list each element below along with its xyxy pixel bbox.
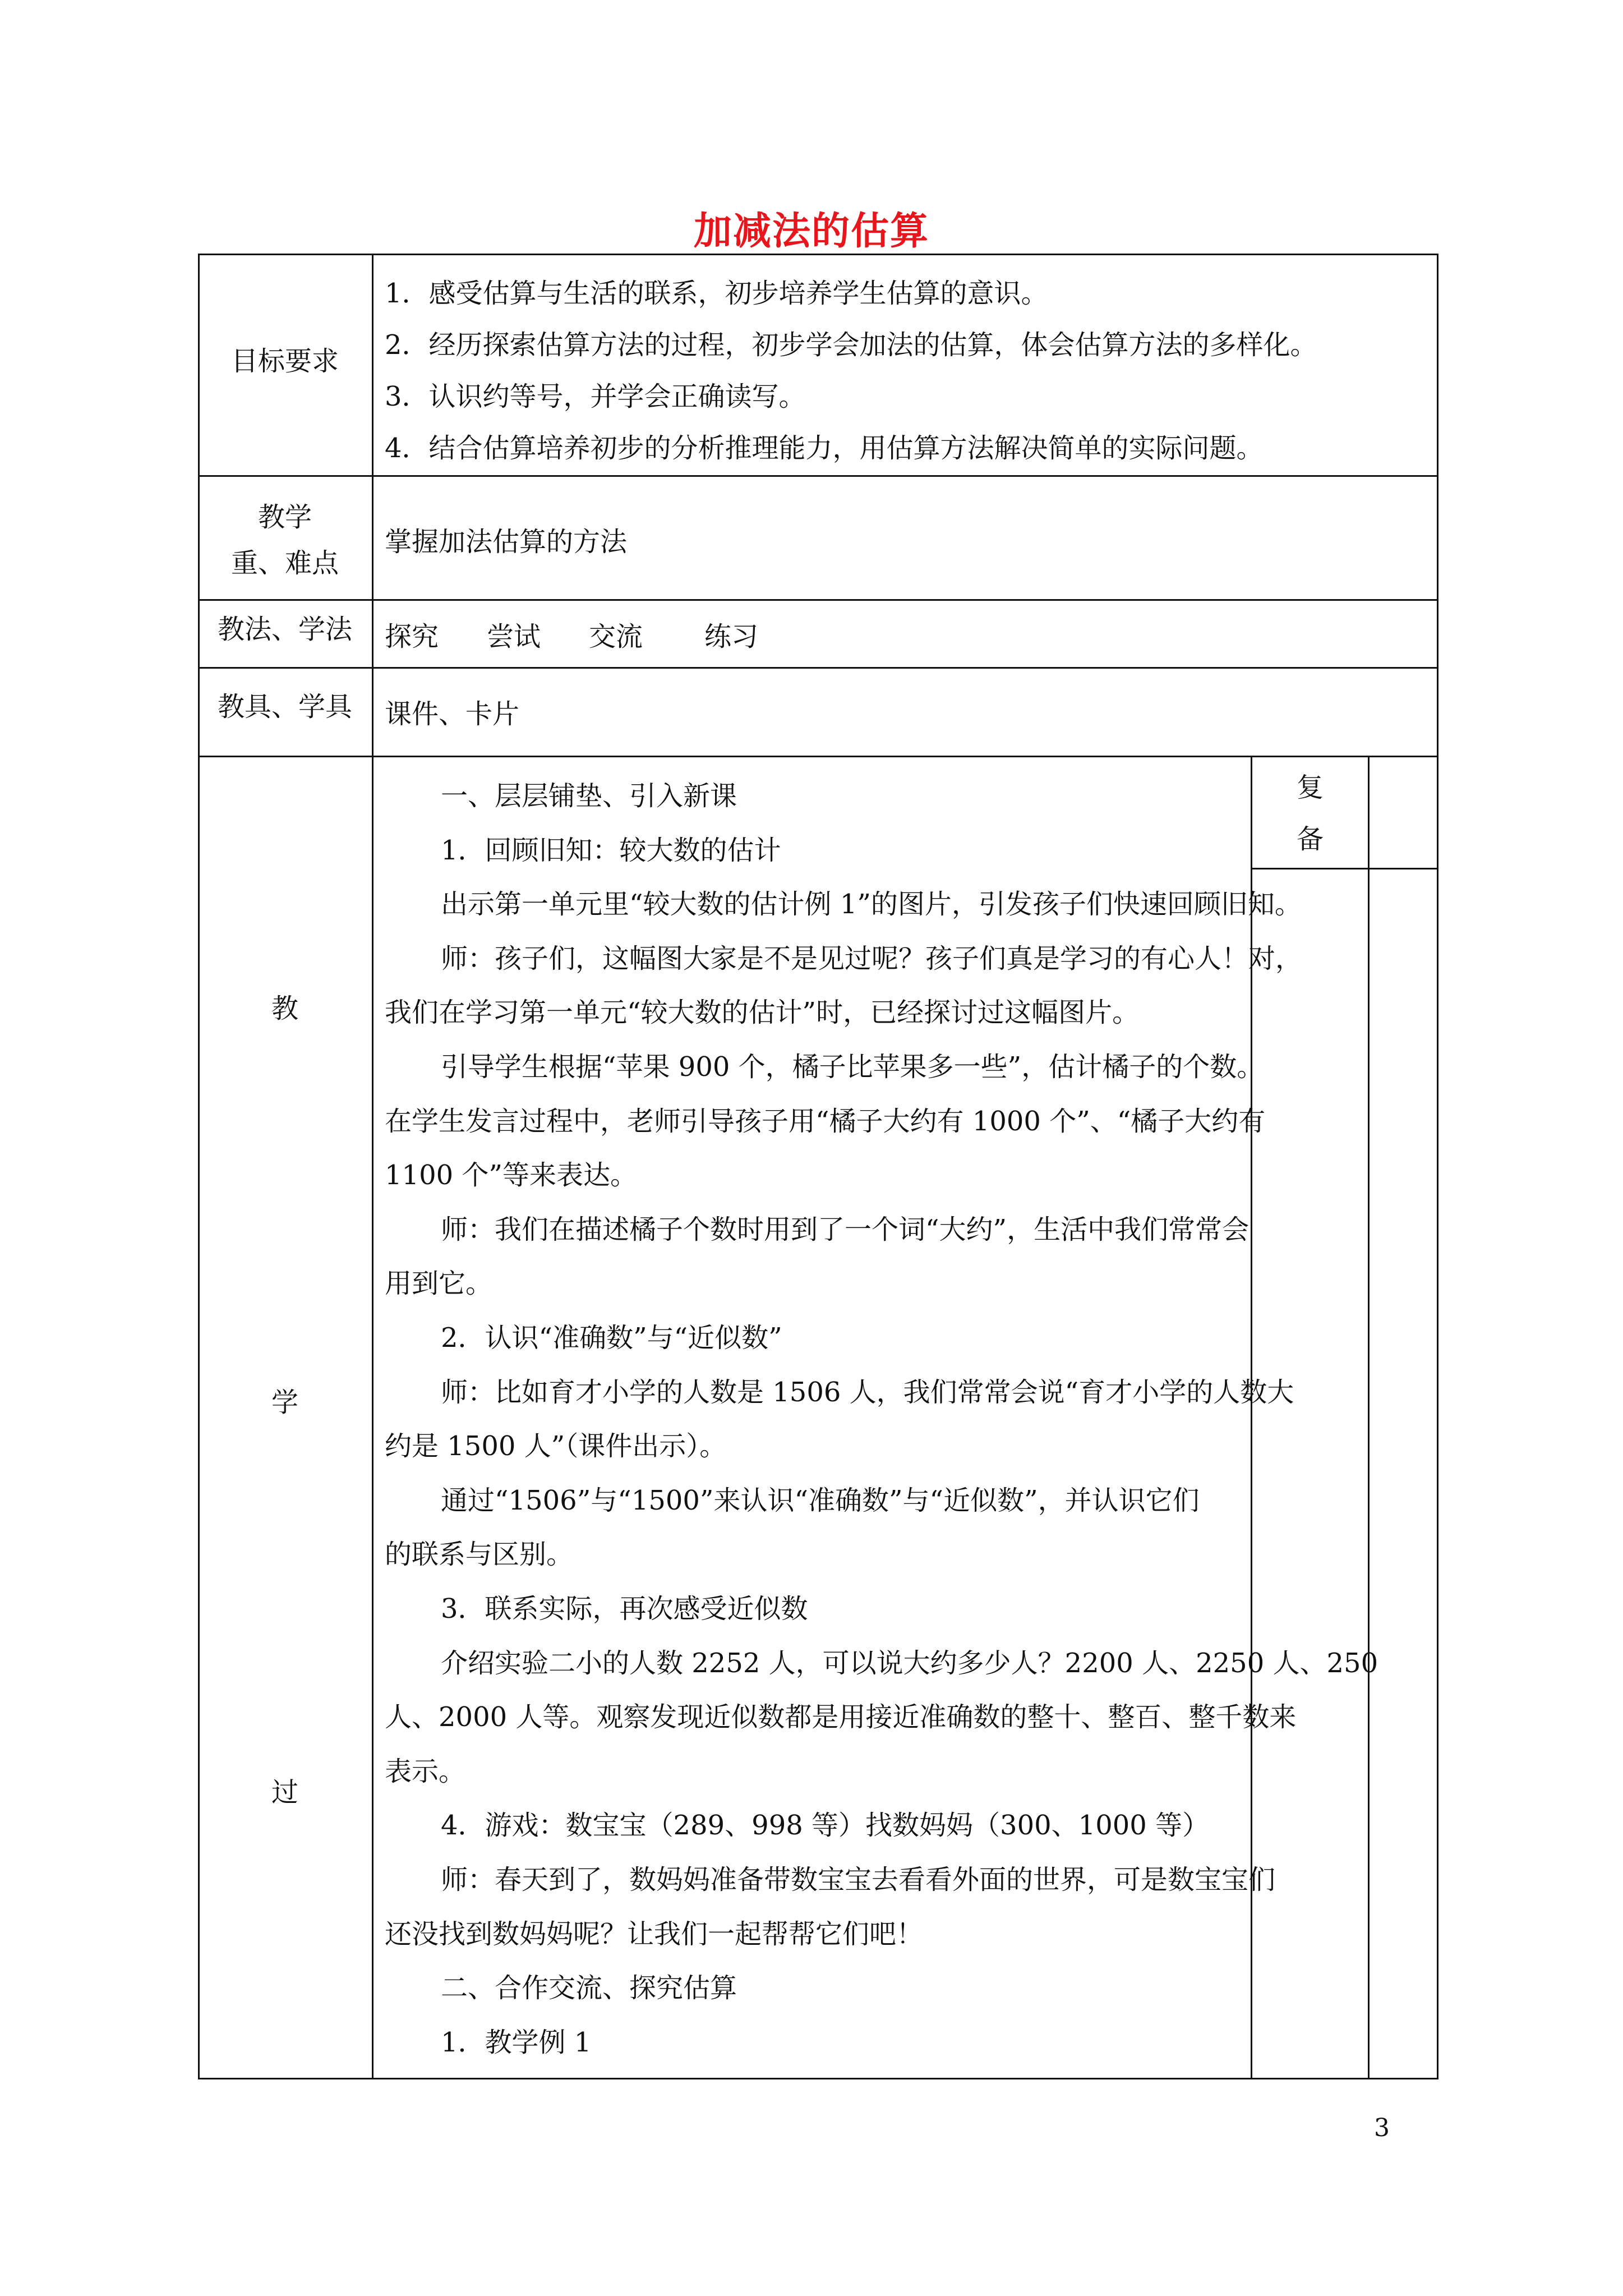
- lesson-plan-table: [198, 254, 1438, 2079]
- side-cell-divider: [1251, 868, 1438, 869]
- tools-content: 课件、卡片: [385, 698, 520, 730]
- side-label-char: 备: [1296, 823, 1324, 855]
- process-line: 介绍实验二小的人数 2252 人，可以说大约多少人？2200 人、2250 人、250: [441, 1647, 1378, 1679]
- goals-label: 目标要求: [230, 346, 339, 377]
- key-points-label-line2: 重、难点: [230, 547, 339, 579]
- table-border-right: [1437, 254, 1438, 2079]
- process-label-char: 过: [271, 1777, 298, 1808]
- process-label-char: 教: [271, 993, 298, 1024]
- row-divider: [198, 756, 1438, 757]
- row-divider: [198, 667, 1438, 669]
- process-line: 师：春天到了，数妈妈准备带数宝宝去看看外面的世界，可是数宝宝们: [441, 1864, 1276, 1895]
- row-divider: [198, 599, 1438, 601]
- label-column-divider: [372, 254, 374, 2079]
- process-line: 1．教学例 1: [441, 2026, 592, 2058]
- process-line: 2．认识“准确数”与“近似数”: [441, 1322, 782, 1354]
- page-number: 3: [1374, 2114, 1390, 2142]
- goal-item: 2．经历探索估算方法的过程，初步学会加法的估算，体会估算方法的多样化。: [385, 329, 1317, 361]
- process-line: 3．联系实际，再次感受近似数: [441, 1593, 808, 1625]
- process-line: 约是 1500 人”（课件出示）。: [385, 1430, 727, 1462]
- process-line: 通过“1506”与“1500”来认识“准确数”与“近似数”，并认识它们: [441, 1484, 1200, 1516]
- key-points-content: 掌握加法估算的方法: [385, 526, 628, 558]
- process-line: 的联系与区别。: [385, 1539, 574, 1571]
- process-line: 师：我们在描述橘子个数时用到了一个词“大约”，生活中我们常常会: [441, 1213, 1249, 1245]
- process-line: 二、合作交流、探究估算: [441, 1972, 737, 2004]
- tools-label: 教具、学具: [217, 691, 352, 723]
- key-points-label: [198, 495, 372, 586]
- table-border-bottom: [198, 2078, 1438, 2079]
- process-line: 人、2000 人等。观察发现近似数都是用接近准确数的整十、整百、整千数来: [385, 1701, 1297, 1733]
- method-item: 尝试: [487, 621, 541, 652]
- document-title: 加减法的估算: [693, 209, 929, 254]
- method-item: 练习: [704, 621, 759, 652]
- side-label-char: 复: [1296, 772, 1324, 803]
- process-line: 一、层层铺垫、引入新课: [441, 780, 737, 812]
- side-column-divider: [1368, 756, 1370, 2079]
- table-border-top: [198, 254, 1438, 255]
- goal-item: 3．认识约等号，并学会正确读写。: [385, 381, 806, 412]
- process-line: 表示。: [385, 1755, 466, 1787]
- process-line: 师：孩子们，这幅图大家是不是见过呢？孩子们真是学习的有心人！对，: [441, 942, 1303, 974]
- key-points-label-line1: 教学: [257, 501, 312, 533]
- methods-label: 教法、学法: [217, 614, 352, 645]
- process-line: 1．回顾旧知：较大数的估计: [441, 834, 781, 866]
- row-divider: [198, 475, 1438, 477]
- process-label-char: 学: [271, 1387, 298, 1418]
- goal-item: 1．感受估算与生活的联系，初步培养学生估算的意识。: [385, 278, 1048, 309]
- process-line: 引导学生根据“苹果 900 个，橘子比苹果多一些”，估计橘子的个数。: [441, 1051, 1264, 1083]
- method-item: 探究: [385, 621, 439, 652]
- process-line: 还没找到数妈妈呢？让我们一起帮帮它们吧！: [385, 1918, 924, 1950]
- process-line: 用到它。: [385, 1268, 493, 1300]
- process-line: 我们在学习第一单元“较大数的估计”时，已经探讨过这幅图片。: [385, 997, 1140, 1029]
- process-line: 1100 个”等来表达。: [385, 1159, 637, 1191]
- process-line: 出示第一单元里“较大数的估计例 1”的图片，引发孩子们快速回顾旧知。: [441, 889, 1302, 921]
- process-line: 在学生发言过程中，老师引导孩子用“橘子大约有 1000 个”、“橘子大约有: [385, 1105, 1266, 1137]
- process-line: 师：比如育才小学的人数是 1506 人，我们常常会说“育才小学的人数大: [441, 1376, 1294, 1408]
- method-item: 交流: [589, 621, 643, 652]
- process-line: 4．游戏：数宝宝（289、998 等）找数妈妈（300、1000 等）: [441, 1810, 1210, 1842]
- goal-item: 4．结合估算培养初步的分析推理能力，用估算方法解决简单的实际问题。: [385, 432, 1264, 464]
